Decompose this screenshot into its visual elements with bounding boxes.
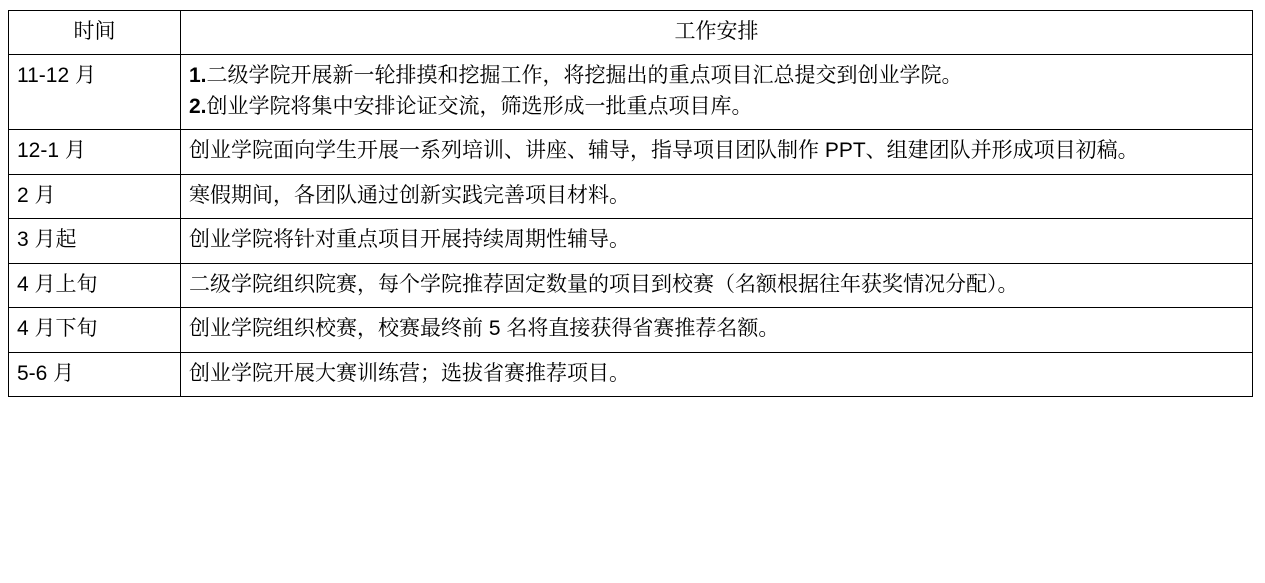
- work-schedule-table: [8, 10, 1253, 397]
- table-row: [9, 174, 1253, 218]
- task-line-number: 2.: [189, 94, 207, 118]
- cell-time: 3 月起: [9, 219, 181, 263]
- cell-time: 12-1 月: [9, 130, 181, 174]
- task-line-number: 1.: [189, 64, 207, 88]
- cell-time: 2 月: [9, 174, 181, 218]
- cell-task: [181, 263, 1253, 307]
- task-line: [189, 270, 1244, 300]
- task-line-text: 创业学院面向学生开展一系列培训、讲座、辅导，指导项目团队制作 PPT、组建团队并形成项目初稿。: [189, 139, 1139, 163]
- table-body: [9, 55, 1253, 397]
- task-line: [189, 136, 1244, 166]
- cell-task: [181, 352, 1253, 396]
- cell-task: [181, 219, 1253, 263]
- table-row: [9, 352, 1253, 396]
- cell-task: [181, 55, 1253, 130]
- table-row: [9, 219, 1253, 263]
- table-header: [9, 11, 1253, 55]
- table-header-row: [9, 11, 1253, 55]
- task-line: [189, 314, 1244, 344]
- task-line-text: 创业学院开展大赛训练营；选拔省赛推荐项目。: [189, 361, 630, 385]
- cell-time: 4 月上旬: [9, 263, 181, 307]
- task-line-text: 创业学院组织校赛，校赛最终前 5 名将直接获得省赛推荐名额。: [189, 317, 780, 341]
- task-line-text: 二级学院组织院赛，每个学院推荐固定数量的项目到校赛（名额根据往年获奖情况分配）。: [189, 272, 1019, 296]
- task-line: [189, 92, 1244, 122]
- cell-time: 4 月下旬: [9, 308, 181, 352]
- cell-task: [181, 174, 1253, 218]
- table-row: [9, 308, 1253, 352]
- task-line-text: 二级学院开展新一轮排摸和挖掘工作，将挖掘出的重点项目汇总提交到创业学院。: [206, 64, 963, 88]
- task-line-text: 创业学院将针对重点项目开展持续周期性辅导。: [189, 228, 630, 252]
- column-header-task: 工作安排: [181, 11, 1253, 55]
- cell-task: [181, 130, 1253, 174]
- task-line: [189, 225, 1244, 255]
- task-line: [189, 181, 1244, 211]
- cell-time: 11-12 月: [9, 55, 181, 130]
- cell-task: [181, 308, 1253, 352]
- task-line-text: 寒假期间，各团队通过创新实践完善项目材料。: [189, 183, 630, 207]
- table-row: [9, 55, 1253, 130]
- task-line: [189, 61, 1244, 91]
- table-row: [9, 263, 1253, 307]
- table-row: [9, 130, 1253, 174]
- task-line: [189, 359, 1244, 389]
- task-line-text: 创业学院将集中安排论证交流，筛选形成一批重点项目库。: [206, 94, 753, 118]
- cell-time: 5-6 月: [9, 352, 181, 396]
- column-header-time: 时间: [9, 11, 181, 55]
